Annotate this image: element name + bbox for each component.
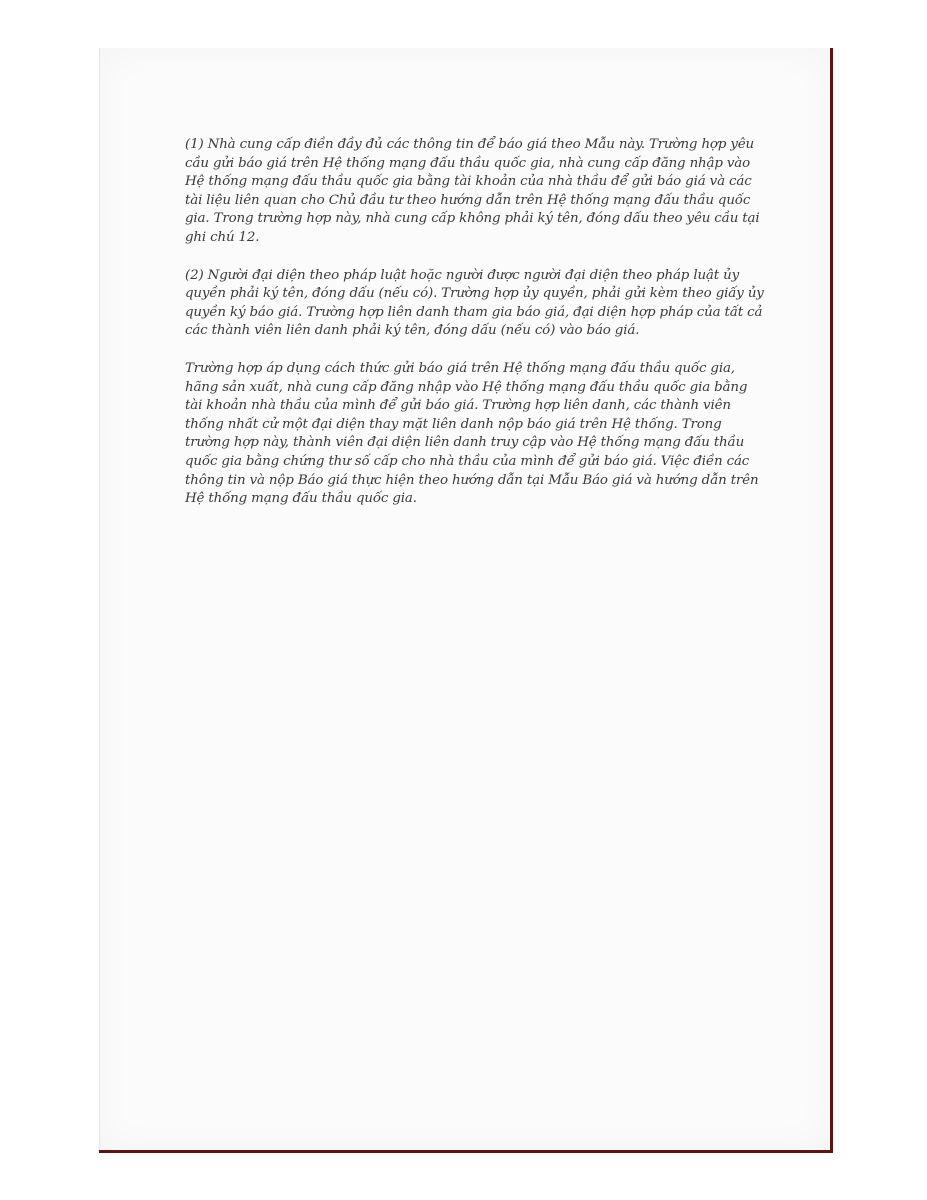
notes-section: [185, 136, 765, 528]
online-submission-paragraph: Trường hợp áp dụng cách thức gửi báo giá trên Hệ thống mạng đấu thầu quốc gia, hãng sản xuất, nhà cung cấp đăng nhập vào Hệ thống mạng đấu thầu quốc gia bằng tài khoản nhà thầu của mình để gửi báo giá. Trường hợp liên danh, các thành viên thống nhất cử một đại diện thay mặt liên danh nộp báo giá trên Hệ thống. Trong trường hợp này, thành viên đại diện liên danh truy cập vào Hệ thống mạng đấu thầu quốc gia bằng chứng thư số cấp cho nhà thầu của mình để gửi báo giá. Việc điền các thông tin và nộp Báo giá thực hiện theo hướng dẫn tại Mẫu Báo giá và hướng dẫn trên Hệ thống mạng đấu thầu quốc gia.: [185, 360, 759, 507]
note-1-paragraph: (1) Nhà cung cấp điền đầy đủ các thông tin để báo giá theo Mẫu này. Trường hợp yêu cầu gửi báo giá trên Hệ thống mạng đấu thầu quốc gia, nhà cung cấp đăng nhập vào Hệ thống mạng đấu thầu quốc gia bằng tài khoản của nhà thầu để gửi báo giá và các tài liệu liên quan cho Chủ đầu tư theo hướng dẫn trên Hệ thống mạng đấu thầu quốc gia. Trong trường hợp này, nhà cung cấp không phải ký tên, đóng dấu theo yêu cầu tại ghi chú 12.: [185, 137, 760, 245]
note-2-paragraph: (2) Người đại diện theo pháp luật hoặc người được người đại diện theo pháp luật ủy quyền phải ký tên, đóng dấu (nếu có). Trường hợp ủy quyền, phải gửi kèm theo giấy ủy quyền ký báo giá. Trường hợp liên danh tham gia báo giá, đại diện hợp pháp của tất cả các thành viên liên danh phải ký tên, đóng dấu (nếu có) vào báo giá.: [185, 267, 764, 339]
paper-left-edge: [99, 48, 100, 1150]
